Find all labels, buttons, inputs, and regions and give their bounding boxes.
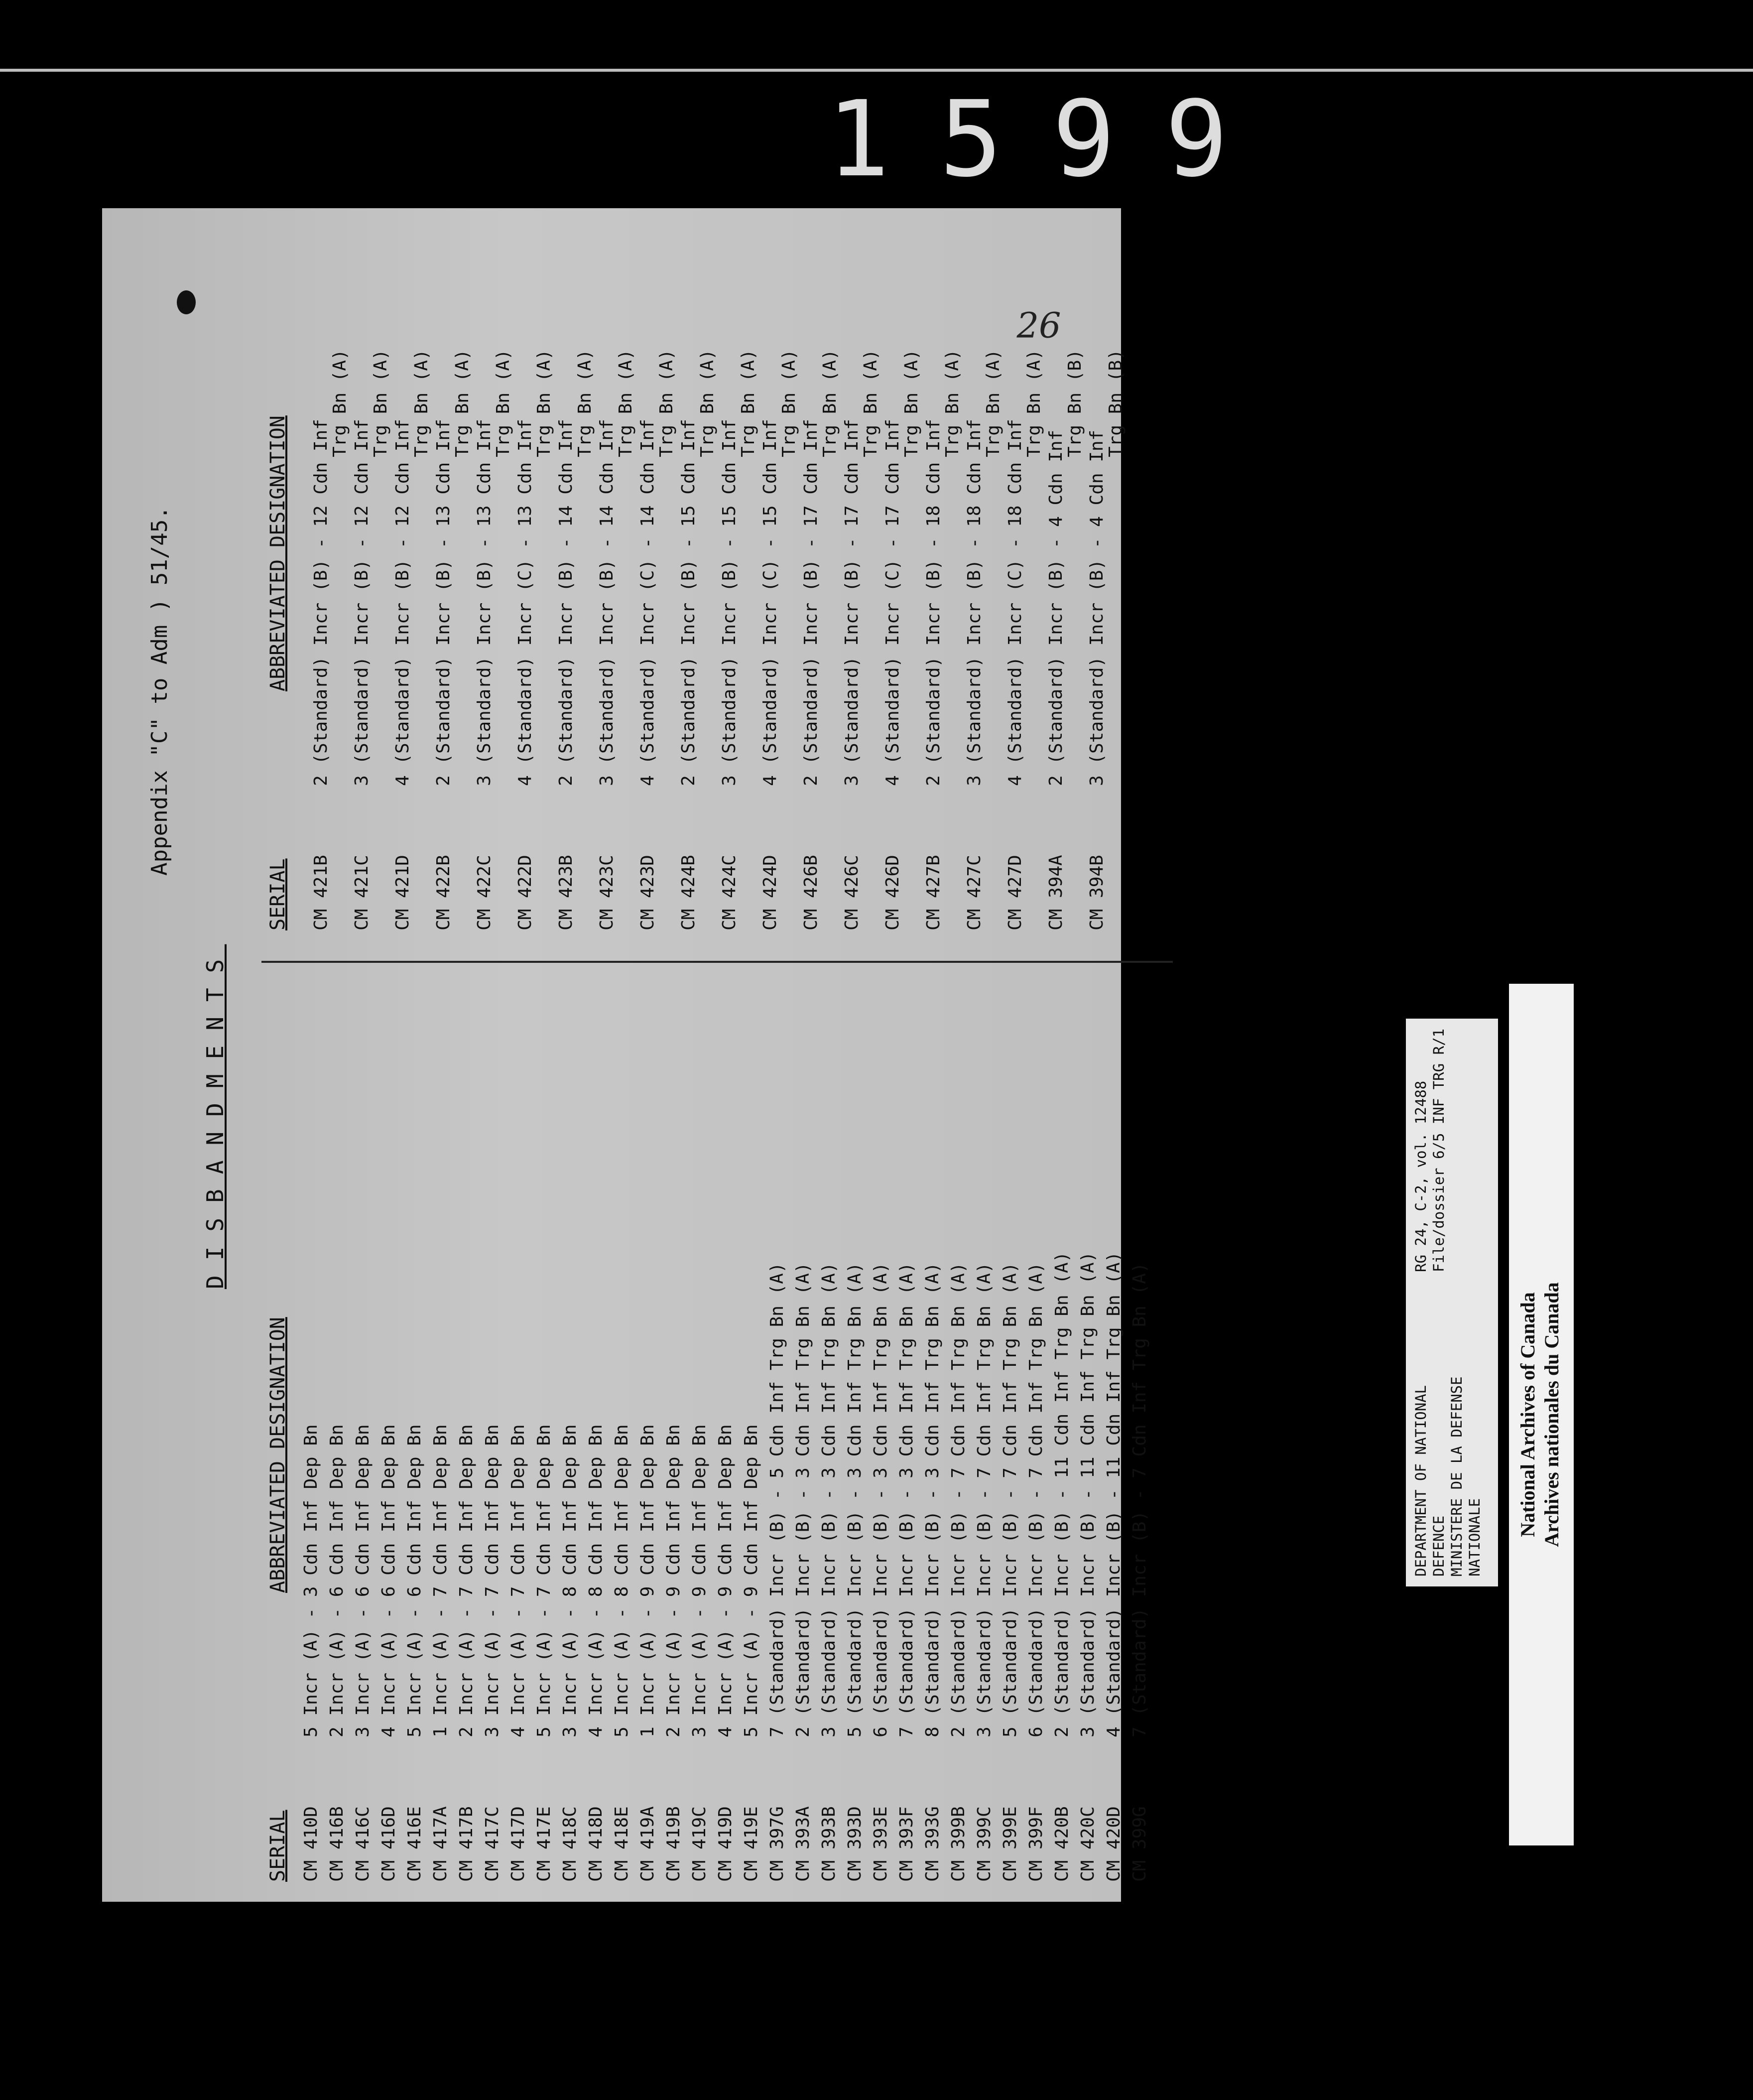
left-row-serial: CM 393F bbox=[896, 1806, 917, 1882]
left-row-designation: 5 Incr (A) - 9 Cdn Inf Dep Bn bbox=[741, 1424, 761, 1737]
left-row-designation: 5 Incr (A) - 7 Cdn Inf Dep Bn bbox=[534, 1424, 554, 1737]
right-row-designation-cont: Trg Bn (A) bbox=[738, 349, 758, 457]
right-row-designation-cont: Trg Bn (B) bbox=[1065, 349, 1085, 457]
document-page bbox=[102, 208, 1150, 1902]
left-row-designation: 2 Incr (A) - 9 Cdn Inf Dep Bn bbox=[663, 1424, 684, 1737]
right-row-designation-cont: Trg Bn (A) bbox=[411, 349, 432, 457]
left-row-serial: CM 393B bbox=[819, 1806, 839, 1882]
left-row-designation: 5 Incr (A) - 6 Cdn Inf Dep Bn bbox=[404, 1424, 425, 1737]
right-row-designation-cont: Trg Bn (A) bbox=[820, 349, 840, 457]
right-row-designation: 3 (Standard) Incr (B) - 17 Cdn Inf bbox=[842, 419, 862, 786]
left-row-serial: CM 420B bbox=[1052, 1806, 1072, 1882]
left-row-serial: CM 419E bbox=[741, 1806, 761, 1882]
right-row-serial: CM 422B bbox=[433, 855, 454, 930]
right-row-designation-cont: Trg Bn (A) bbox=[493, 349, 513, 457]
left-row-designation: 2 Incr (A) - 7 Cdn Inf Dep Bn bbox=[456, 1424, 477, 1737]
right-row-serial: CM 422D bbox=[515, 855, 535, 930]
left-row-designation: 4 Incr (A) - 9 Cdn Inf Dep Bn bbox=[715, 1424, 736, 1737]
scan-edge-line bbox=[0, 69, 1753, 72]
left-row-serial: CM 416C bbox=[353, 1806, 373, 1882]
right-row-designation-cont: Trg Bn (A) bbox=[534, 349, 554, 457]
right-row-designation: 4 (Standard) Incr (C) - 15 Cdn Inf bbox=[760, 419, 780, 786]
right-row-serial: CM 423B bbox=[556, 855, 576, 930]
left-row-designation: 3 Incr (A) - 9 Cdn Inf Dep Bn bbox=[689, 1424, 710, 1737]
left-row-serial: CM 418D bbox=[586, 1806, 606, 1882]
left-row-serial: CM 420D bbox=[1104, 1806, 1124, 1882]
label-line: RG 24, C-2, vol. 12488 bbox=[1412, 1080, 1429, 1272]
left-row-serial: CM 417A bbox=[430, 1806, 451, 1882]
right-row-designation-cont: Trg Bn (A) bbox=[330, 349, 350, 457]
right-row-designation: 3 (Standard) Incr (B) - 14 Cdn Inf bbox=[597, 419, 617, 786]
handwritten-page-number: 26 bbox=[1016, 305, 1061, 346]
label-line: File/dossier 6/5 INF TRG R/1 bbox=[1430, 1029, 1447, 1272]
right-row-serial: CM 423D bbox=[637, 855, 658, 930]
right-row-designation-cont: Trg Bn (A) bbox=[575, 349, 595, 457]
left-row-serial: CM 393D bbox=[845, 1806, 865, 1882]
right-row-designation: 2 (Standard) Incr (B) - 4 Cdn Inf bbox=[1046, 429, 1066, 786]
right-row-serial: CM 423C bbox=[597, 855, 617, 930]
left-row-serial: CM 399F bbox=[1026, 1806, 1046, 1882]
left-row-serial: CM 416D bbox=[378, 1806, 399, 1882]
left-row-serial: CM 417B bbox=[456, 1806, 477, 1882]
ink-blot bbox=[177, 290, 196, 314]
right-row-designation: 3 (Standard) Incr (B) - 12 Cdn Inf bbox=[352, 419, 372, 786]
right-row-designation-cont: Trg Bn (A) bbox=[371, 349, 391, 457]
left-row-designation: 4 Incr (A) - 7 Cdn Inf Dep Bn bbox=[508, 1424, 528, 1737]
left-row-designation: 3 (Standard) Incr (B) - 7 Cdn Inf Trg Bn (A) bbox=[974, 1262, 995, 1737]
left-row-serial: CM 419C bbox=[689, 1806, 710, 1882]
left-row-serial: CM 393A bbox=[793, 1806, 813, 1882]
left-row-designation: 5 (Standard) Incr (B) - 7 Cdn Inf Trg Bn (A) bbox=[1000, 1262, 1020, 1737]
left-row-serial: CM 417D bbox=[508, 1806, 528, 1882]
right-row-serial: CM 427B bbox=[923, 855, 944, 930]
left-designation-header: ABBREVIATED DESIGNATION bbox=[266, 1317, 289, 1593]
left-row-designation: 6 (Standard) Incr (B) - 3 Cdn Inf Trg Bn (A) bbox=[871, 1262, 891, 1737]
left-row-designation: 3 Incr (A) - 6 Cdn Inf Dep Bn bbox=[353, 1424, 373, 1737]
left-row-designation: 1 Incr (A) - 7 Cdn Inf Dep Bn bbox=[430, 1424, 451, 1737]
right-row-designation-cont: Trg Bn (B) bbox=[1106, 349, 1126, 457]
left-row-designation: 5 Incr (A) - 8 Cdn Inf Dep Bn bbox=[612, 1424, 632, 1737]
right-row-designation: 3 (Standard) Incr (B) - 13 Cdn Inf bbox=[474, 419, 495, 786]
left-row-designation: 8 (Standard) Incr (B) - 3 Cdn Inf Trg Bn (A) bbox=[922, 1262, 943, 1737]
left-row-designation: 2 (Standard) Incr (B) - 11 Cdn Inf Trg Bn (A) bbox=[1052, 1251, 1072, 1737]
left-row-designation: 7 (Standard) Incr (B) - 5 Cdn Inf Trg Bn (A) bbox=[767, 1262, 787, 1737]
left-row-serial: CM 393G bbox=[922, 1806, 943, 1882]
left-row-serial: CM 420C bbox=[1078, 1806, 1098, 1882]
right-row-designation: 4 (Standard) Incr (C) - 18 Cdn Inf bbox=[1005, 419, 1025, 786]
right-row-designation: 3 (Standard) Incr (B) - 4 Cdn Inf bbox=[1087, 429, 1107, 786]
archives-banner-fr: Archives nationales du Canada bbox=[1540, 1282, 1563, 1547]
right-row-designation-cont: Trg Bn (A) bbox=[983, 349, 1003, 457]
right-row-designation: 4 (Standard) Incr (C) - 13 Cdn Inf bbox=[515, 419, 535, 786]
left-row-serial: CM 416B bbox=[327, 1806, 347, 1882]
column-divider bbox=[261, 961, 1173, 963]
left-row-designation: 7 (Standard) Incr (B) - 7 Cdn Inf Trg Bn (A) bbox=[1129, 1262, 1150, 1737]
right-row-designation: 4 (Standard) Incr (B) - 12 Cdn Inf bbox=[392, 419, 413, 786]
right-row-designation-cont: Trg Bn (A) bbox=[861, 349, 881, 457]
left-row-designation: 4 Incr (A) - 6 Cdn Inf Dep Bn bbox=[378, 1424, 399, 1737]
right-row-designation-cont: Trg Bn (A) bbox=[1024, 349, 1044, 457]
page-stamp-number: 1599 bbox=[827, 78, 1278, 200]
archives-banner-en: National Archives of Canada bbox=[1516, 1292, 1539, 1537]
right-row-designation: 2 (Standard) Incr (B) - 18 Cdn Inf bbox=[923, 419, 944, 786]
left-row-serial: CM 399B bbox=[948, 1806, 969, 1882]
right-row-designation: 2 (Standard) Incr (B) - 13 Cdn Inf bbox=[433, 419, 454, 786]
left-row-serial: CM 399E bbox=[1000, 1806, 1020, 1882]
left-row-designation: 3 (Standard) Incr (B) - 11 Cdn Inf Trg Bn (A) bbox=[1078, 1251, 1098, 1737]
right-row-serial: CM 426B bbox=[801, 855, 821, 930]
left-row-designation: 1 Incr (A) - 9 Cdn Inf Dep Bn bbox=[637, 1424, 658, 1737]
left-row-designation: 6 (Standard) Incr (B) - 7 Cdn Inf Trg Bn (A) bbox=[1026, 1262, 1046, 1737]
right-row-designation-cont: Trg Bn (A) bbox=[779, 349, 799, 457]
left-row-serial: CM 417C bbox=[482, 1806, 502, 1882]
right-row-designation: 3 (Standard) Incr (B) - 15 Cdn Inf bbox=[719, 419, 740, 786]
label-line: DEFENCE bbox=[1430, 1515, 1447, 1576]
right-row-serial: CM 421B bbox=[311, 855, 331, 930]
left-row-serial: CM 399G bbox=[1129, 1806, 1150, 1882]
right-row-designation: 3 (Standard) Incr (B) - 18 Cdn Inf bbox=[964, 419, 985, 786]
right-row-designation-cont: Trg Bn (A) bbox=[697, 349, 718, 457]
left-row-serial: CM 410D bbox=[301, 1806, 321, 1882]
right-row-designation: 4 (Standard) Incr (C) - 17 Cdn Inf bbox=[882, 419, 903, 786]
right-row-serial: CM 424C bbox=[719, 855, 740, 930]
right-row-designation-cont: Trg Bn (A) bbox=[901, 349, 922, 457]
appendix-title: Appendix "C" to Adm ) 51/45. bbox=[147, 506, 172, 876]
left-row-designation: 2 Incr (A) - 6 Cdn Inf Dep Bn bbox=[327, 1424, 347, 1737]
right-row-serial: CM 421C bbox=[352, 855, 372, 930]
right-row-designation-cont: Trg Bn (A) bbox=[452, 349, 473, 457]
archives-banner bbox=[1509, 984, 1574, 1845]
right-row-designation-cont: Trg Bn (A) bbox=[616, 349, 636, 457]
label-line: DEPARTMENT OF NATIONAL bbox=[1412, 1385, 1429, 1576]
right-row-serial: CM 394A bbox=[1046, 855, 1066, 930]
rotated-content bbox=[102, 208, 1150, 1902]
right-serial-header: SERIAL bbox=[266, 858, 289, 930]
left-row-serial: CM 419A bbox=[637, 1806, 658, 1882]
left-row-serial: CM 419B bbox=[663, 1806, 684, 1882]
left-row-designation: 2 (Standard) Incr (B) - 3 Cdn Inf Trg Bn (A) bbox=[793, 1262, 813, 1737]
right-row-designation: 2 (Standard) Incr (B) - 12 Cdn Inf bbox=[311, 419, 331, 786]
left-row-serial: CM 399C bbox=[974, 1806, 995, 1882]
right-row-serial: CM 427C bbox=[964, 855, 985, 930]
right-row-serial: CM 424B bbox=[678, 855, 699, 930]
left-row-designation: 3 Incr (A) - 7 Cdn Inf Dep Bn bbox=[482, 1424, 502, 1737]
left-row-serial: CM 393E bbox=[871, 1806, 891, 1882]
right-row-designation: 2 (Standard) Incr (B) - 14 Cdn Inf bbox=[556, 419, 576, 786]
right-row-designation-cont: Trg Bn (A) bbox=[942, 349, 963, 457]
archive-reference-label bbox=[1406, 1019, 1498, 1586]
left-row-serial: CM 417E bbox=[534, 1806, 554, 1882]
left-row-designation: 3 Incr (A) - 8 Cdn Inf Dep Bn bbox=[560, 1424, 580, 1737]
section-title: DISBANDMENTS bbox=[202, 944, 229, 1289]
right-row-serial: CM 422C bbox=[474, 855, 495, 930]
left-row-serial: CM 397G bbox=[767, 1806, 787, 1882]
left-row-designation: 5 Incr (A) - 3 Cdn Inf Dep Bn bbox=[301, 1424, 321, 1737]
right-row-designation: 2 (Standard) Incr (B) - 17 Cdn Inf bbox=[801, 419, 821, 786]
left-row-serial: CM 418E bbox=[612, 1806, 632, 1882]
left-row-designation: 4 Incr (A) - 8 Cdn Inf Dep Bn bbox=[586, 1424, 606, 1737]
right-row-serial: CM 427D bbox=[1005, 855, 1025, 930]
left-row-designation: 3 (Standard) Incr (B) - 3 Cdn Inf Trg Bn (A) bbox=[819, 1262, 839, 1737]
left-serial-header: SERIAL bbox=[266, 1810, 289, 1882]
left-row-designation: 4 (Standard) Incr (B) - 11 Cdn Inf Trg Bn (A) bbox=[1104, 1251, 1124, 1737]
right-row-serial: CM 424D bbox=[760, 855, 780, 930]
right-row-designation-cont: Trg Bn (A) bbox=[656, 349, 677, 457]
left-row-designation: 2 (Standard) Incr (B) - 7 Cdn Inf Trg Bn (A) bbox=[948, 1262, 969, 1737]
right-row-serial: CM 426C bbox=[842, 855, 862, 930]
left-row-designation: 5 (Standard) Incr (B) - 3 Cdn Inf Trg Bn (A) bbox=[845, 1262, 865, 1737]
left-row-designation: 7 (Standard) Incr (B) - 3 Cdn Inf Trg Bn (A) bbox=[896, 1262, 917, 1737]
right-row-serial: CM 426D bbox=[882, 855, 903, 930]
right-row-serial: CM 394B bbox=[1087, 855, 1107, 930]
left-row-serial: CM 418C bbox=[560, 1806, 580, 1882]
right-row-serial: CM 421D bbox=[392, 855, 413, 930]
right-designation-header: ABBREVIATED DESIGNATION bbox=[266, 415, 289, 691]
right-row-designation: 4 (Standard) Incr (C) - 14 Cdn Inf bbox=[637, 419, 658, 786]
left-row-serial: CM 416E bbox=[404, 1806, 425, 1882]
left-row-serial: CM 419D bbox=[715, 1806, 736, 1882]
label-line: NATIONALE bbox=[1466, 1498, 1483, 1576]
label-line: MINISTERE DE LA DEFENSE bbox=[1448, 1376, 1465, 1576]
right-row-designation: 2 (Standard) Incr (B) - 15 Cdn Inf bbox=[678, 419, 699, 786]
